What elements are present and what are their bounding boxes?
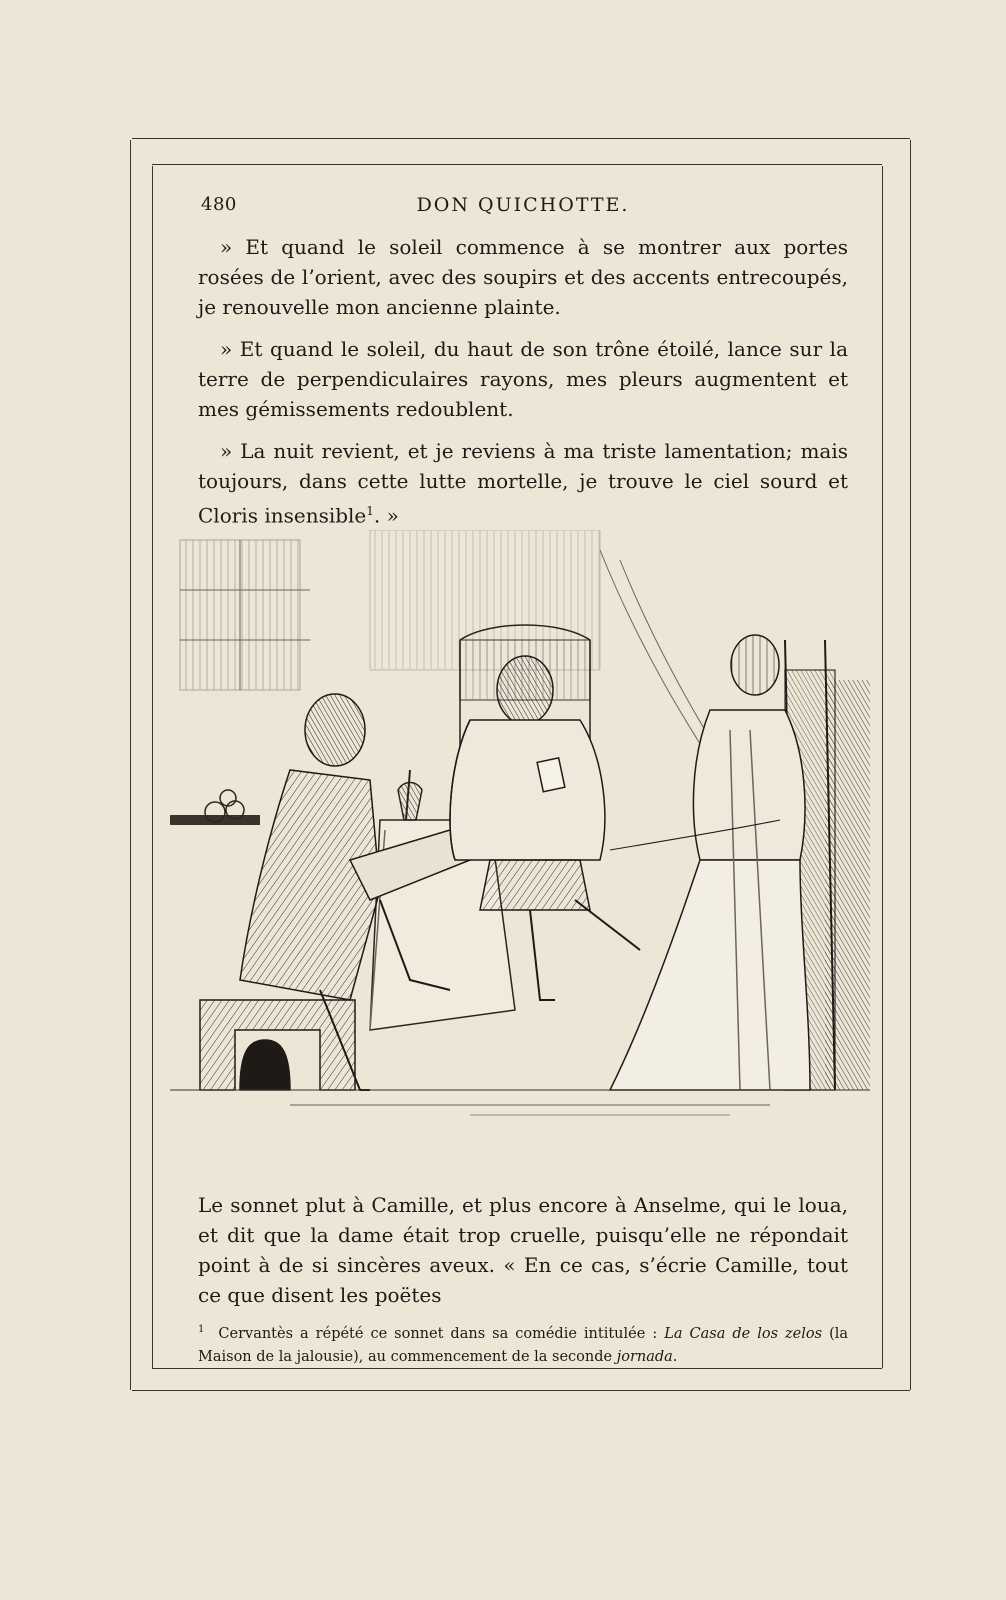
- footnote-term: jornada: [616, 1348, 673, 1365]
- paragraph-2: » Et quand le soleil, du haut de son trône étoilé, lance sur la terre de perpendiculaires rayons, mes pleurs augmentent et mes gémissements redoublent.: [198, 337, 848, 421]
- side-table: [170, 790, 260, 825]
- frame-bottom-outer-rule: [132, 1390, 910, 1391]
- paragraph-3: » La nuit revient, et je reviens à ma triste lamentation; mais toujours, dans cette lutte mortelle, je trouve le ciel sourd et Cloris insensible$^1$. »: [198, 439, 848, 528]
- frame-right-inner-rule: [882, 166, 883, 1368]
- footnote-title: La Casa de los zelos: [664, 1325, 823, 1342]
- figure-camille: [610, 635, 835, 1090]
- running-title: DON QUICHOTTE.: [416, 194, 630, 216]
- footnote-reference: 1: [366, 504, 374, 518]
- frame-left-inner-rule: [152, 166, 153, 1368]
- bench: [200, 1000, 355, 1090]
- frame-top-inner-rule: [152, 164, 882, 165]
- paragraph-1: » Et quand le soleil commence à se montrer aux portes rosées de l’orient, avec des soupirs et des accents entrecoupés, je renouvelle mon ancienne plainte.: [198, 235, 848, 319]
- footnote: $^1$ Cervantès a répété ce sonnet dans sa comédie intitulée : La Casa de los zelos (la Maison de la jalousie), au commencement de la seconde jornada.: [198, 1324, 849, 1365]
- footnote-mark: 1: [198, 1324, 205, 1335]
- paragraph-4: Le sonnet plut à Camille, et plus encore à Anselme, qui le loua, et dit que la dame était trop cruelle, puisqu’elle ne répondait point à de si sincères aveux. « En ce cas, s’écrie Camille, tout ce que disent les poëtes: [198, 1193, 848, 1307]
- page-number: 480: [201, 194, 237, 215]
- frame-top-outer-rule: [132, 138, 910, 139]
- frame-left-outer-rule: [130, 140, 131, 1390]
- running-header: [198, 194, 848, 224]
- floor: [170, 1090, 870, 1115]
- engraving-illustration: [170, 530, 882, 1140]
- frame-right-outer-rule: [910, 140, 911, 1390]
